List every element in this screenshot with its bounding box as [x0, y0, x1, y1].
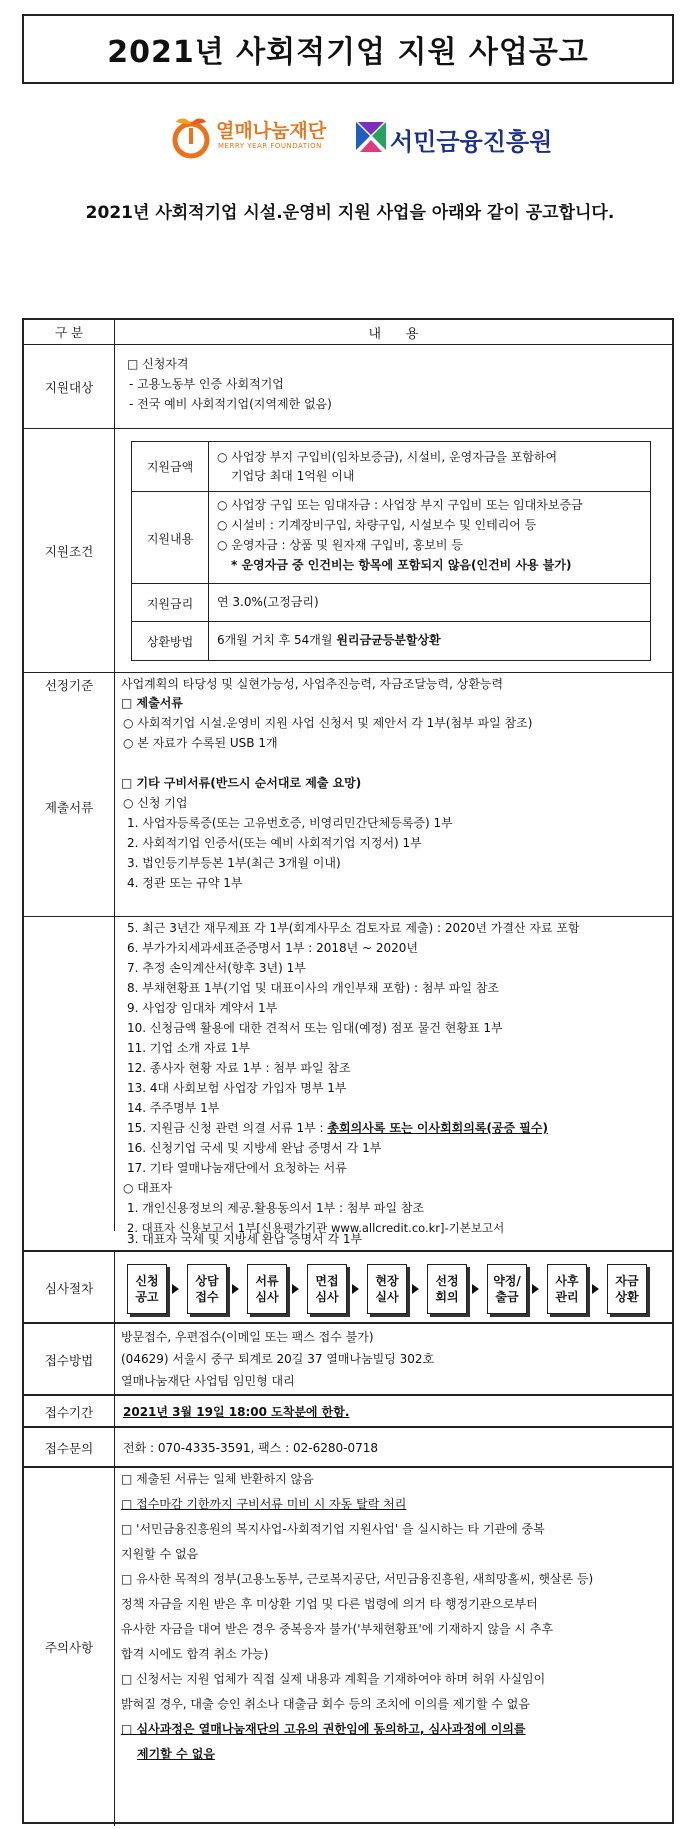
notice-table	[22, 318, 674, 1824]
process-step	[427, 1264, 467, 1314]
arrow-right-icon	[292, 1284, 299, 1294]
arrow-right-icon	[232, 1284, 239, 1294]
intro-text: 2021년 사회적기업 시설.운영비 지원 사업을 아래와 같이 공고합니다.	[85, 203, 615, 223]
text-line: 11. 기업 소개 자료 1부	[127, 1041, 251, 1055]
fruit-icon	[168, 114, 214, 160]
process-step	[367, 1264, 407, 1314]
process-step-label: 회의	[435, 1290, 459, 1304]
label-documents: 제출서류	[24, 696, 115, 917]
process-step	[127, 1264, 167, 1314]
text-line: 3. 법인등기부등본 1부(최근 3개월 이내)	[127, 856, 341, 870]
notes-line: □ 제출된 서류는 일체 반환하지 않음	[121, 1472, 314, 1486]
process-step-label: 서류	[255, 1274, 279, 1288]
merry-logo-text: 열매나눔재단	[216, 120, 327, 142]
label-documents-cont	[24, 917, 115, 1231]
header-category: 구 분	[24, 320, 115, 344]
label-content: 지원내용	[132, 492, 209, 584]
notes-line: □ 유사한 목적의 정부(고용노동부, 근로복지공단, 서민금융진흥원, 새희망홀씨, 햇살론 등)	[121, 1572, 594, 1586]
label-notes: 주의사항	[24, 1468, 115, 1826]
kinfa-logo-text: 서민금융진흥원	[390, 128, 553, 156]
process-step-label: 접수	[195, 1290, 219, 1304]
text-line: 16. 신청기업 국세 및 지방세 완납 증명서 각 1부	[127, 1141, 382, 1155]
subrow-amount	[132, 441, 650, 491]
text-line: 17. 기타 열매나눔재단에서 요청하는 서류	[127, 1161, 347, 1175]
process-step-label: 실사	[375, 1290, 399, 1304]
text-line: 15. 지원금 신청 관련 의결 서류 1부 :	[127, 1121, 328, 1135]
process-step-label: 신청	[135, 1274, 159, 1288]
text-line: 9. 사업장 임대차 계약서 1부	[127, 1001, 278, 1015]
text-line: 2. 대표자 신용보고서 1부[신용평가기관 www.allcredit.co.kr]-기본보고서	[127, 1221, 505, 1235]
text-line: 5. 최근 3년간 재무제표 각 1부(회계사무소 검토자료 제출) : 2020년 가결산 자료 포함	[127, 921, 580, 935]
text-line: 열매나눔재단 사업팀 임민형 대리	[121, 1374, 295, 1388]
rate-value: 연 3.0%(고정금리)	[217, 595, 319, 609]
row-inquiry	[24, 1426, 672, 1468]
text-line: 10. 신청금액 활용에 대한 견적서 또는 임대(예정) 점포 물건 현황표 1부	[127, 1021, 503, 1035]
label-process: 심사절차	[24, 1252, 115, 1324]
notes-line: 유사한 자금을 대여 받은 경우 중복응자 불가('부채현황표'에 기재하지 않을 시 추후	[121, 1622, 553, 1636]
label-rate: 지원금리	[132, 584, 209, 622]
row-eligibility	[24, 344, 672, 429]
text-line: 1. 개인신용정보의 제공.활용동의서 1부 : 첨부 파일 참조	[127, 1201, 425, 1215]
process-step-label: 약정/	[493, 1274, 521, 1288]
row-documents	[24, 672, 672, 916]
process-step	[187, 1264, 227, 1314]
notes-line: 합격 시에도 합격 취소 가능)	[121, 1647, 269, 1661]
arrow-right-icon	[592, 1284, 599, 1294]
table-header	[24, 320, 672, 344]
text-line: ○ 시설비 : 기계장비구입, 차량구입, 시설보수 및 인테리어 등	[217, 518, 537, 532]
text-line: 7. 추정 손익계산서(향후 3년) 1부	[127, 961, 306, 975]
text-line: 4. 정관 또는 규약 1부	[127, 876, 243, 890]
process-step-label: 심사	[255, 1290, 279, 1304]
notes-line: 정책 자금을 지원 받은 후 미상환 기업 및 다른 법령에 의거 타 행정기관으로부터	[121, 1597, 538, 1611]
merry-year-logo	[168, 110, 338, 166]
row-documents-cont	[24, 916, 672, 1235]
text-line: - 고용노동부 인증 사회적기업	[129, 377, 284, 391]
notes-line: 제기할 수 없음	[137, 1747, 215, 1761]
subrow-repay	[132, 621, 650, 660]
text-line-emphasis: 총회의사록 또는 이사회회의록(공증 필수)	[327, 1121, 548, 1135]
text-line: 8. 부채현황표 1부(기업 및 대표이사의 개인부채 포함) : 첨부 파일 참조	[127, 981, 500, 995]
notes-line: 밝혀질 경우, 대출 승인 취소나 대출금 회수 등의 조치에 이의를 제기할 수 없음	[121, 1697, 530, 1711]
row-period	[24, 1394, 672, 1428]
process-step-label: 심사	[315, 1290, 339, 1304]
text-line: 기업당 최대 1억원 이내	[231, 469, 355, 483]
row-process	[24, 1250, 672, 1324]
process-step	[547, 1264, 587, 1314]
text-line: ○ 신청 기업	[123, 796, 188, 810]
text-line: 13. 4대 사회보험 사업장 가입자 명부 1부	[127, 1081, 347, 1095]
subrow-content	[132, 491, 650, 584]
process-step	[307, 1264, 347, 1314]
notes-content	[115, 1468, 672, 1826]
period-value: 2021년 3월 19일 18:00 도착분에 한함.	[123, 1405, 350, 1419]
process-step	[247, 1264, 287, 1314]
process-step-label: 자금	[615, 1274, 639, 1288]
process-steps	[115, 1252, 672, 1324]
kinfa-logo	[356, 116, 553, 162]
repay-value: 6개월 거치 후 54개월	[217, 633, 337, 647]
text-line: □ 기타 구비서류(반드시 순서대로 제출 요망)	[121, 776, 362, 790]
text-line: (04629) 서울시 중구 퇴계로 20길 37 열매나눔빌딩 302호	[121, 1352, 435, 1366]
text-line: ○ 사업장 부지 구입비(임차보증금), 시설비, 운영자금을 포함하여	[217, 450, 558, 464]
label-period: 접수기간	[24, 1396, 115, 1428]
text-line: * 운영자금 중 인건비는 항목에 포함되지 않음(인건비 사용 불가)	[231, 558, 572, 572]
text-line: ○ 본 자료가 수록된 USB 1개	[123, 736, 278, 750]
conditions-subtable	[131, 441, 651, 661]
arrow-right-icon	[352, 1284, 359, 1294]
repay-value-bold: 원리금균등분할상환	[336, 633, 441, 647]
process-step-label: 현장	[375, 1274, 399, 1288]
process-step-label: 선정	[435, 1274, 459, 1288]
text-line: ○ 운영자금 : 상품 및 원자재 구입비, 홍보비 등	[217, 538, 463, 552]
label-inquiry: 접수문의	[24, 1428, 115, 1468]
logo-area	[168, 110, 553, 166]
arrow-right-icon	[412, 1284, 419, 1294]
process-step-label: 상환	[615, 1290, 639, 1304]
row-conditions	[24, 428, 672, 673]
text-line: □ 제출서류	[121, 696, 183, 710]
text-line: ○ 대표자	[123, 1181, 173, 1195]
text-line: ○ 사회적기업 시설.운영비 지원 사업 신청서 및 제안서 각 1부(첨부 파일 참조)	[123, 716, 533, 730]
subrow-rate	[132, 583, 650, 622]
text-line: 방문접수, 우편접수(이메일 또는 팩스 접수 불가)	[121, 1330, 374, 1344]
text-line: □ 신청자격	[127, 357, 189, 371]
label-conditions: 지원조건	[24, 429, 115, 673]
text-line: 14. 주주명부 1부	[127, 1101, 220, 1115]
label-selection: 선정기준	[24, 673, 115, 697]
arrow-right-icon	[472, 1284, 479, 1294]
text-line: - 전국 예비 사회적기업(지역제한 없음)	[129, 397, 332, 411]
row-notes	[24, 1466, 672, 1826]
notes-line: 지원할 수 없음	[121, 1547, 199, 1561]
label-method: 접수방법	[24, 1324, 115, 1396]
process-step-label: 상담	[195, 1274, 219, 1288]
process-step-label: 관리	[555, 1290, 579, 1304]
label-repay: 상환방법	[132, 622, 209, 660]
process-step-label: 면접	[315, 1274, 339, 1288]
label-eligibility: 지원대상	[24, 345, 115, 429]
inquiry-value: 전화 : 070-4335-3591, 팩스 : 02-6280-0718	[123, 1441, 378, 1455]
text-line: 1. 사업자등록증(또는 고유번호증, 비영리민간단체등록증) 1부	[127, 816, 453, 830]
process-step-label: 사후	[555, 1274, 579, 1288]
arrow-right-icon	[532, 1284, 539, 1294]
notes-line: □ 심사과정은 열매나눔재단의 고유의 권한임에 동의하고, 심사과정에 이의를	[121, 1722, 526, 1736]
process-step	[487, 1264, 527, 1314]
text-line: ○ 사업장 구입 또는 임대자금 : 사업장 부지 구입비 또는 임대차보증금	[217, 498, 583, 512]
notes-line: □ 신청서는 지원 업체가 직접 실제 내용과 계획을 기재하여야 하며 허위 사실임이	[121, 1672, 546, 1686]
text-line: 6. 부가가치세과세표준증명서 1부 : 2018년 ~ 2020년	[127, 941, 419, 955]
text-line: 2. 사회적기업 인증서(또는 예비 사회적기업 지정서) 1부	[127, 836, 422, 850]
process-step-label: 공고	[135, 1290, 159, 1304]
selection-text: 사업계획의 타당성 및 실현가능성, 사업추진능력, 자금조달능력, 상환능력	[121, 677, 504, 691]
notes-line: □ 접수마감 기한까지 구비서류 미비 시 자동 탈락 처리	[121, 1497, 407, 1511]
arrow-right-icon	[172, 1284, 179, 1294]
text-line: 12. 종사자 현황 자료 1부 : 첨부 파일 참조	[127, 1061, 351, 1075]
header-content: 내 용	[368, 326, 419, 342]
process-step-label: 출금	[495, 1290, 519, 1304]
row-method	[24, 1322, 672, 1396]
text-line: 3. 대표자 국세 및 지방세 완납 증명서 각 1부	[127, 1232, 363, 1246]
process-step	[607, 1264, 647, 1314]
page-title: 2021년 사회적기업 지원 사업공고	[22, 14, 674, 84]
notes-line: □ '서민금융진흥원의 복지사업-사회적기업 지원사업' 을 실시하는 타 기관에 중복	[121, 1522, 545, 1536]
label-amount: 지원금액	[132, 441, 209, 491]
merry-logo-sub: MERRY YEAR FOUNDATION	[218, 142, 322, 150]
kinfa-mark-icon	[356, 122, 386, 152]
